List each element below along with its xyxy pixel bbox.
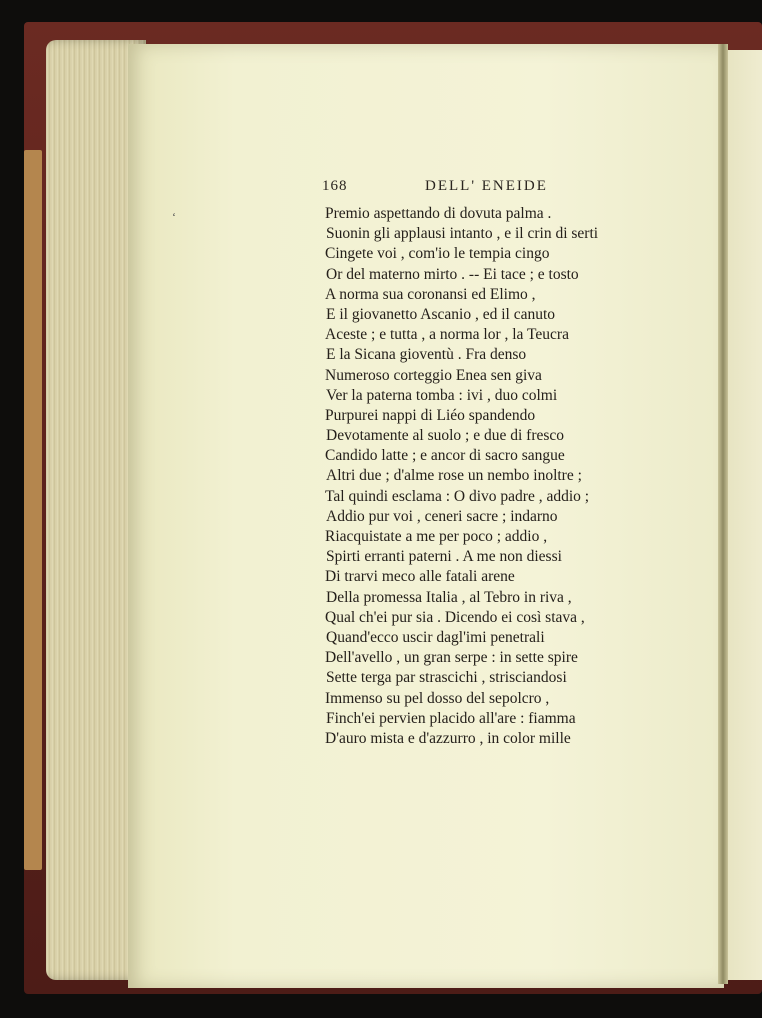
verse-line: Devotamente al suolo ; e due di fresco bbox=[326, 427, 565, 445]
verse-line: Della promessa Italia , al Tebro in riva , bbox=[326, 588, 572, 606]
verse-line: Altri due ; d'alme rose un nembo inoltre ; bbox=[326, 467, 582, 485]
page-number: 168 bbox=[322, 178, 348, 194]
margin-mark: ‘ bbox=[172, 210, 176, 224]
running-title: DELL' ENEIDE bbox=[425, 178, 548, 194]
verse-line: Addio pur voi , ceneri sacre ; indarno bbox=[326, 507, 558, 525]
verse-line: Tal quindi esclama : O divo padre , addio ; bbox=[325, 487, 590, 505]
verse-line: Riacquistate a me per poco ; addio , bbox=[325, 528, 548, 545]
verse-line: Numeroso corteggio Enea sen giva bbox=[325, 366, 542, 384]
facing-page bbox=[728, 50, 762, 980]
verse-line: A norma sua coronansi ed Elimo , bbox=[325, 285, 536, 303]
verse-line: Premio aspettando di dovuta palma . bbox=[325, 205, 552, 222]
verse-line: Cingete voi , com'io le tempia cingo bbox=[325, 245, 550, 263]
page-gutter bbox=[718, 44, 728, 984]
verse-line: Candido latte ; e ancor di sacro sangue bbox=[325, 447, 565, 465]
verse-line: Or del materno mirto . -- Ei tace ; e tosto bbox=[326, 265, 579, 283]
verse-line: Di trarvi meco alle fatali arene bbox=[325, 568, 515, 586]
verse-line: Aceste ; e tutta , a norma lor , la Teucra bbox=[325, 326, 569, 344]
verse-line: Suonin gli applausi intanto , e il crin di serti bbox=[326, 225, 599, 243]
verse-line: Immenso su pel dosso del sepolcro , bbox=[325, 689, 550, 707]
verse-line: Ver la paterna tomba : ivi , duo colmi bbox=[326, 386, 558, 404]
verse-line: Spirti erranti paterni . A me non diessi bbox=[326, 548, 562, 566]
verse-line: Sette terga par strascichi , strisciandosi bbox=[326, 669, 567, 687]
verse-line: Qual ch'ei pur sia . Dicendo ei così stava , bbox=[325, 608, 585, 626]
verse-line: E il giovanetto Ascanio , ed il canuto bbox=[326, 305, 556, 323]
verse-line: Finch'ei pervien placido all'are : fiamma bbox=[326, 709, 576, 727]
cover-edge bbox=[24, 150, 42, 870]
verse-line: Purpurei nappi di Liéo spandendo bbox=[325, 406, 536, 424]
verse-line: Quand'ecco uscir dagl'imi penetrali bbox=[326, 628, 545, 646]
verse-line: D'auro mista e d'azzurro , in color mille bbox=[325, 729, 571, 747]
verse-line: E la Sicana gioventù . Fra denso bbox=[326, 346, 527, 364]
verse-block bbox=[325, 204, 655, 749]
verse-line: Dell'avello , un gran serpe : in sette spire bbox=[325, 649, 578, 667]
page-header bbox=[322, 178, 602, 198]
